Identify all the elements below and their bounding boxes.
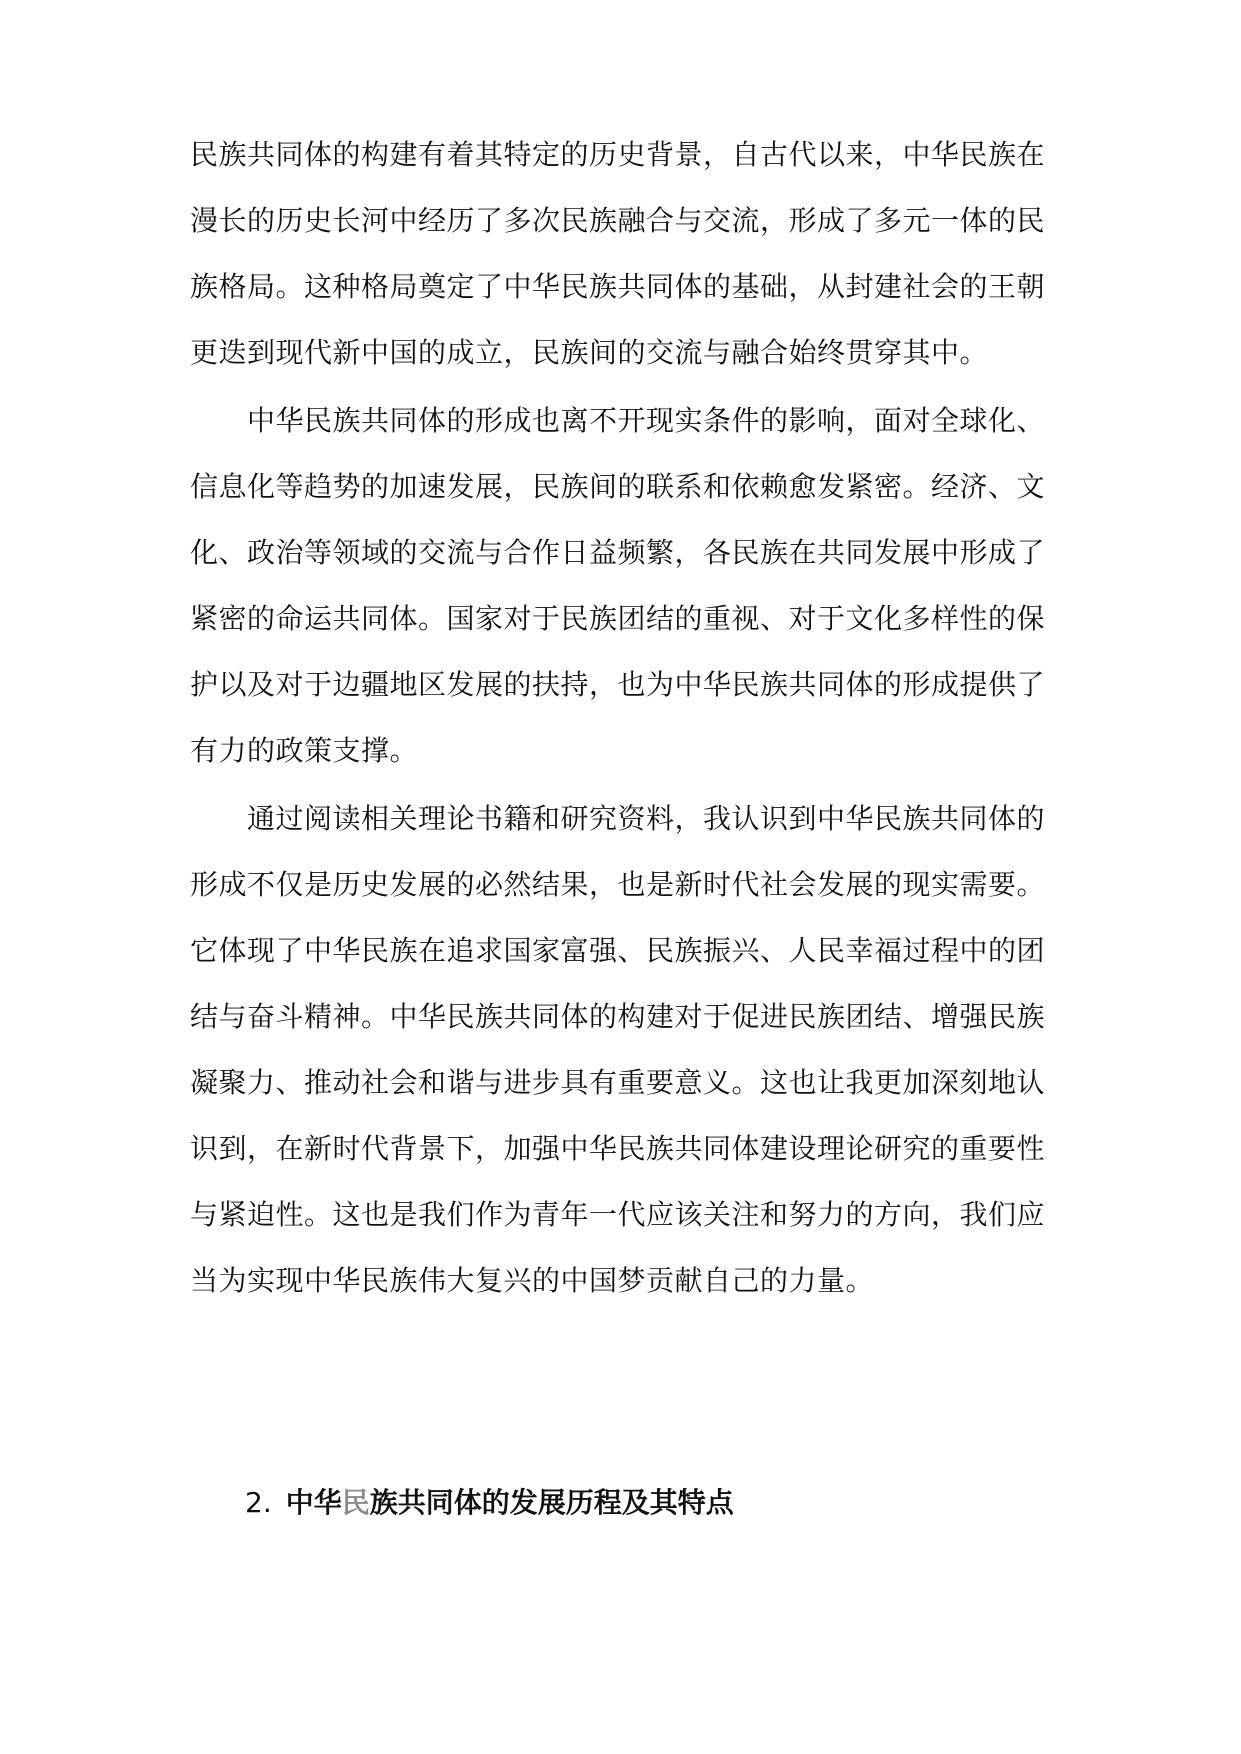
paragraph-2-line-6: 有力的政策支撑。 xyxy=(190,734,419,767)
paragraph-3-line-5: 凝聚力、推动社会和谐与进步具有重要意义。这也让我更加深刻地认 xyxy=(190,1066,1046,1099)
paragraph-2-line-1: 中华民族共同体的形成也离不开现实条件的影响，面对全球化、 xyxy=(247,404,1046,437)
paragraph-2-line-2: 信息化等趋势的加速发展，民族间的联系和依赖愈发紧密。经济、文 xyxy=(190,470,1046,503)
paragraph-3-line-2: 形成不仅是历史发展的必然结果，也是新时代社会发展的现实需要。 xyxy=(190,868,1046,901)
section-title-part-1: 中华 xyxy=(285,1486,342,1519)
section-number: 2. xyxy=(245,1486,272,1519)
paragraph-3-line-8: 当为实现中华民族伟大复兴的中国梦贡献自己的力量。 xyxy=(190,1264,875,1297)
paragraph-1-line-1: 民族共同体的构建有着其特定的历史背景，自古代以来，中华民族在 xyxy=(190,138,1046,171)
paragraph-2-line-5: 护以及对于边疆地区发展的扶持，也为中华民族共同体的形成提供了 xyxy=(190,668,1046,701)
paragraph-1-line-4: 更迭到现代新中国的成立，民族间的交流与融合始终贯穿其中。 xyxy=(190,336,989,369)
paragraph-2-line-3: 化、政治等领域的交流与合作日益频繁，各民族在共同发展中形成了 xyxy=(190,536,1046,569)
paragraph-1-line-2: 漫长的历史长河中经历了多次民族融合与交流，形成了多元一体的民 xyxy=(190,204,1046,237)
paragraph-3-line-1: 通过阅读相关理论书籍和研究资料，我认识到中华民族共同体的 xyxy=(247,802,1046,835)
paragraph-3-line-7: 与紧迫性。这也是我们作为青年一代应该关注和努力的方向，我们应 xyxy=(190,1198,1046,1231)
paragraph-2-line-4: 紧密的命运共同体。国家对于民族团结的重视、对于文化多样性的保 xyxy=(190,602,1046,635)
section-title-part-2: 族共同体的发展历程及其特点 xyxy=(369,1486,734,1519)
paragraph-1-line-3: 族格局。这种格局奠定了中华民族共同体的基础，从封建社会的王朝 xyxy=(190,270,1046,303)
section-title-marked-char: 民 xyxy=(341,1486,370,1519)
paragraph-3-line-6: 识到，在新时代背景下，加强中华民族共同体建设理论研究的重要性 xyxy=(190,1132,1046,1165)
section-heading xyxy=(245,1483,734,1523)
paragraph-3-line-3: 它体现了中华民族在追求国家富强、民族振兴、人民幸福过程中的团 xyxy=(190,934,1046,967)
paragraph-3-line-4: 结与奋斗精神。中华民族共同体的构建对于促进民族团结、增强民族 xyxy=(190,1000,1046,1033)
